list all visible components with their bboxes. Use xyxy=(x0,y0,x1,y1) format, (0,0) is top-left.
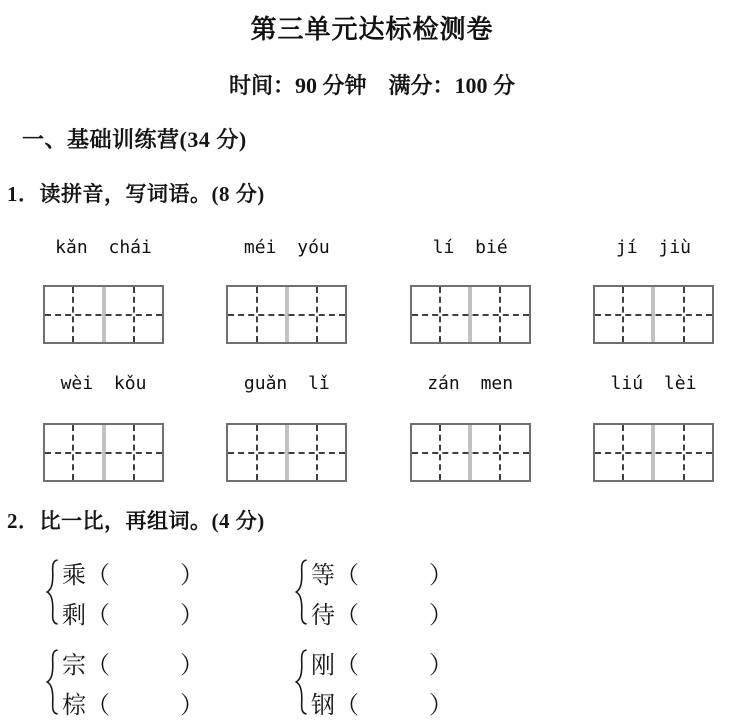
answer-blank xyxy=(110,702,180,703)
pinyin-label: guǎn lǐ xyxy=(243,373,330,394)
grid-cell xyxy=(468,287,529,342)
word-pair-group xyxy=(44,552,293,632)
grid-cell xyxy=(468,425,529,480)
grid-cell xyxy=(595,425,652,480)
question-2-label: 2．比一比，再组词。(4 分) xyxy=(7,509,265,533)
compare-char: 钢 xyxy=(311,692,335,719)
grid-cell xyxy=(228,287,285,342)
compare-char: 待 xyxy=(311,602,335,629)
grid-cell xyxy=(595,287,652,342)
pinyin-label: lí bié xyxy=(432,237,508,258)
answer-blank xyxy=(110,662,180,663)
compare-char: 宗 xyxy=(62,652,86,679)
paper-title: 第三单元达标检测卷 xyxy=(250,15,494,45)
writing-grid-row-2 xyxy=(43,423,714,482)
left-brace-icon xyxy=(293,553,309,631)
answer-blank xyxy=(110,572,180,573)
pair-lines xyxy=(311,642,453,722)
paper-meta: 时间：90 分钟 满分：100 分 xyxy=(228,73,515,98)
open-paren: （ xyxy=(335,602,359,629)
word-pair-group xyxy=(293,552,542,632)
writing-grid xyxy=(593,285,714,344)
grid-cell xyxy=(102,425,163,480)
word-pairs-row-1 xyxy=(44,552,744,632)
word-blank-line xyxy=(62,682,204,722)
left-brace-icon xyxy=(293,643,309,721)
compare-char: 剩 xyxy=(62,602,86,629)
close-paren: ） xyxy=(429,602,453,629)
close-paren: ） xyxy=(429,652,453,679)
pinyin-label: zán men xyxy=(427,373,514,394)
grid-cell xyxy=(285,425,346,480)
word-blank-line xyxy=(311,642,453,682)
compare-char: 棕 xyxy=(62,692,86,719)
word-blank-line xyxy=(62,642,204,682)
open-paren: （ xyxy=(86,602,110,629)
close-paren: ） xyxy=(429,562,453,589)
open-paren: （ xyxy=(86,652,110,679)
answer-blank xyxy=(359,702,429,703)
pinyin-row-2 xyxy=(43,371,714,397)
writing-grid xyxy=(410,423,531,482)
pair-lines xyxy=(311,552,453,632)
word-pair-group xyxy=(44,642,293,722)
grid-cell xyxy=(102,287,163,342)
grid-cell xyxy=(651,287,712,342)
answer-blank xyxy=(110,612,180,613)
writing-grid xyxy=(226,285,347,344)
section-1-title: 一、基础训练营(34 分) xyxy=(22,127,247,152)
grid-cell xyxy=(285,287,346,342)
word-blank-line xyxy=(311,682,453,722)
open-paren: （ xyxy=(86,692,110,719)
compare-char: 乘 xyxy=(62,562,86,589)
pair-lines xyxy=(62,552,204,632)
compare-char: 刚 xyxy=(311,652,335,679)
writing-grid xyxy=(43,423,164,482)
close-paren: ） xyxy=(180,652,204,679)
pinyin-label: liú lèi xyxy=(610,373,697,394)
word-blank-line xyxy=(311,552,453,592)
pinyin-label: méi yóu xyxy=(243,237,330,258)
writing-grid xyxy=(43,285,164,344)
close-paren: ） xyxy=(429,692,453,719)
writing-grid xyxy=(593,423,714,482)
word-pair-group xyxy=(293,642,542,722)
pair-lines xyxy=(62,642,204,722)
open-paren: （ xyxy=(86,562,110,589)
grid-cell xyxy=(45,425,102,480)
pinyin-label: wèi kǒu xyxy=(60,373,147,394)
grid-cell xyxy=(651,425,712,480)
open-paren: （ xyxy=(335,562,359,589)
writing-grid-row-1 xyxy=(43,285,714,344)
left-brace-icon xyxy=(44,553,60,631)
compare-char: 等 xyxy=(311,562,335,589)
writing-grid xyxy=(226,423,347,482)
close-paren: ） xyxy=(180,692,204,719)
word-blank-line xyxy=(311,592,453,632)
close-paren: ） xyxy=(180,562,204,589)
word-blank-line xyxy=(62,552,204,592)
pinyin-label: jí jiù xyxy=(615,237,691,258)
writing-grid xyxy=(410,285,531,344)
answer-blank xyxy=(359,572,429,573)
word-blank-line xyxy=(62,592,204,632)
grid-cell xyxy=(412,287,469,342)
word-pairs-row-2 xyxy=(44,642,744,722)
grid-cell xyxy=(45,287,102,342)
open-paren: （ xyxy=(335,692,359,719)
answer-blank xyxy=(359,612,429,613)
pinyin-label: kǎn chái xyxy=(55,237,152,258)
question-1-label: 1．读拼音，写词语。(8 分) xyxy=(7,182,265,206)
answer-blank xyxy=(359,662,429,663)
close-paren: ） xyxy=(180,602,204,629)
grid-cell xyxy=(228,425,285,480)
left-brace-icon xyxy=(44,643,60,721)
pinyin-row-1 xyxy=(43,235,714,261)
grid-cell xyxy=(412,425,469,480)
open-paren: （ xyxy=(335,652,359,679)
